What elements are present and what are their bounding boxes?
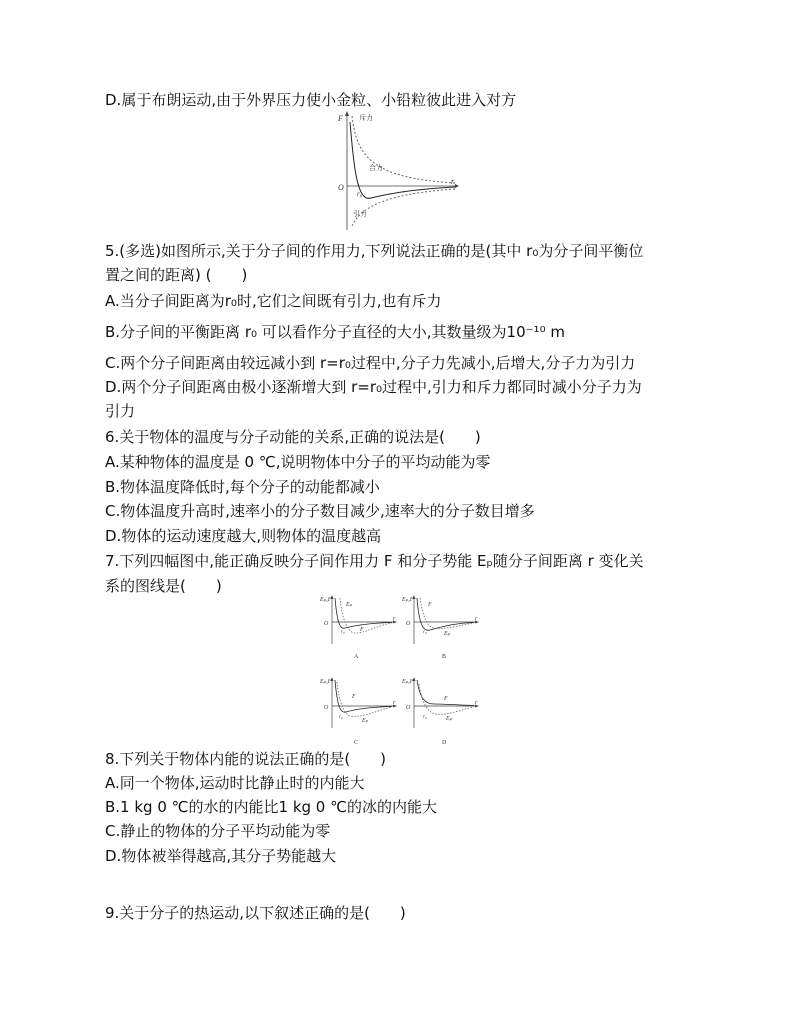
figure-option-c xyxy=(318,674,398,746)
line-d4: D.属于布朗运动,由于外界压力使小金粒、小铅粒彼此进入对方 xyxy=(105,91,517,109)
q6-option-a: A.某种物体的温度是 0 ℃,说明物体中分子的平均动能为零 xyxy=(105,453,491,471)
ep-label: Eₚ xyxy=(362,718,369,724)
x-axis-label: r xyxy=(393,700,396,706)
r0-label: r₀ xyxy=(341,630,345,635)
figure-option-b xyxy=(400,592,480,662)
y-axis-label: F xyxy=(338,114,343,123)
y-axis-label: Eₚ,F xyxy=(402,679,414,685)
f-label: F xyxy=(360,627,364,633)
repulsion-curve xyxy=(352,116,455,183)
r0-label: r₀ xyxy=(423,715,427,720)
q8-option-c: C.静止的物体的分子平均动能为零 xyxy=(105,822,331,840)
q6-stem: 6.关于物体的温度与分子动能的关系,正确的说法是( ) xyxy=(105,428,481,446)
repulsion-label-1: 斥力 xyxy=(359,114,373,122)
q8-option-d: D.物体被举得越高,其分子势能越大 xyxy=(105,847,337,865)
y-axis-arrow xyxy=(345,111,349,116)
q5-option-c: C.两个分子间距离由较远减小到 r=r₀过程中,分子力先减小,后增大,分子力为引力 xyxy=(105,354,636,372)
f-label: F xyxy=(352,694,356,700)
r0-label: r₀ xyxy=(339,715,343,720)
ep-label: Eₚ xyxy=(346,602,353,608)
x-axis-label: r xyxy=(393,616,396,622)
x-axis-label: r xyxy=(451,177,455,186)
figure-option-d xyxy=(400,674,480,746)
x-axis-label: r xyxy=(475,700,478,706)
q5-option-a: A.当分子间距离为r₀时,它们之间既有引力,也有斥力 xyxy=(105,292,442,310)
option-letter: C xyxy=(354,740,359,746)
resultant-curve xyxy=(350,122,455,198)
q8-option-a: A.同一个物体,运动时比静止时的内能大 xyxy=(105,774,365,792)
y-axis-label: Eₚ,F xyxy=(320,597,332,603)
resultant-label: 合力 xyxy=(369,164,383,172)
origin-label: O xyxy=(406,705,411,711)
origin-label: O xyxy=(338,183,344,192)
f-label: F xyxy=(428,602,432,608)
y-axis-label: Eₚ,F xyxy=(320,679,332,685)
ep-label: Eₚ xyxy=(444,631,451,637)
force-distance-figure xyxy=(335,110,460,232)
attraction-label: 引力 xyxy=(353,210,367,218)
q5-option-d-2: 引力 xyxy=(105,402,136,420)
y-axis-label: Eₚ,F xyxy=(402,597,414,603)
x-axis-arrow xyxy=(455,184,459,188)
origin-label: O xyxy=(324,621,329,627)
origin-label: O xyxy=(406,621,411,627)
q5-option-d-1: D.两个分子间距离由极小逐渐增大到 r=r₀过程中,引力和斥力都同时减小分子力为 xyxy=(105,378,642,396)
q6-option-d: D.物体的运动速度越大,则物体的温度越高 xyxy=(105,527,382,545)
q5-stem-1: 5.(多选)如图所示,关于分子间的作用力,下列说法正确的是(其中 r₀为分子间平衡位 xyxy=(105,242,644,260)
origin-label: O xyxy=(324,705,329,711)
figure-option-a xyxy=(318,592,398,662)
q7-stem-2: 系的图线是( ) xyxy=(105,577,222,595)
x-axis-label: r xyxy=(475,616,478,622)
q6-option-c: C.物体温度升高时,速率小的分子数目减少,速率大的分子数目增多 xyxy=(105,502,535,520)
ep-label: Eₚ xyxy=(446,716,453,722)
r0-label: r₀ xyxy=(423,630,427,635)
q6-option-b: B.物体温度降低时,每个分子的动能都减小 xyxy=(105,478,380,496)
q5-option-b: B.分子间的平衡距离 r₀ 可以看作分子直径的大小,其数量级为10⁻¹⁰ m xyxy=(105,323,565,341)
q5-stem-2: 置之间的距离) ( ) xyxy=(105,266,248,284)
option-letter: A xyxy=(354,654,359,660)
q9-stem: 9.关于分子的热运动,以下叙述正确的是( ) xyxy=(105,904,406,922)
option-letter: B xyxy=(442,654,447,660)
f-label: F xyxy=(444,696,448,702)
option-letter: D xyxy=(442,740,447,746)
r0-label: r₀ xyxy=(357,190,363,198)
q8-option-b: B.1 kg 0 ℃的水的内能比1 kg 0 ℃的冰的内能大 xyxy=(105,798,437,816)
q7-stem-1: 7.下列四幅图中,能正确反映分子间作用力 F 和分子势能 Eₚ随分子间距离 r 变化关 xyxy=(105,552,644,570)
attraction-curve xyxy=(352,189,455,226)
q8-stem: 8.下列关于物体内能的说法正确的是( ) xyxy=(105,750,387,768)
